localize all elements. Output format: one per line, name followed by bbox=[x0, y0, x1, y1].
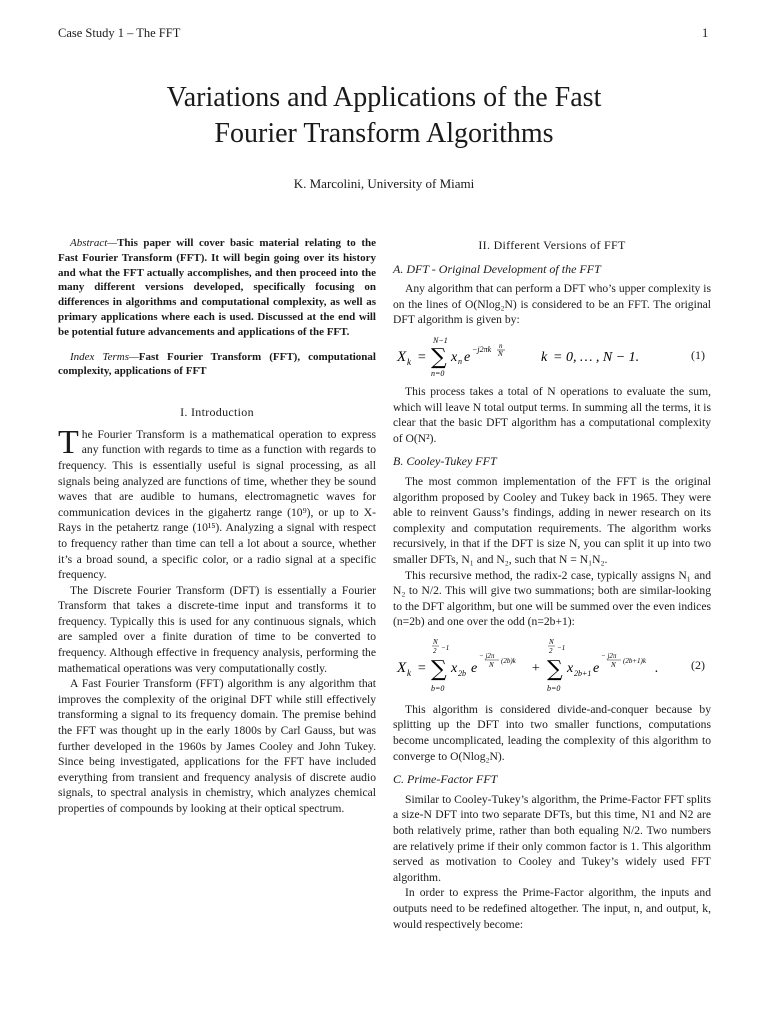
svg-text:∑: ∑ bbox=[431, 344, 447, 370]
svg-text:2b: 2b bbox=[458, 668, 466, 678]
svg-text:N: N bbox=[498, 349, 503, 358]
svg-text:2: 2 bbox=[433, 646, 437, 655]
svg-text:X: X bbox=[397, 659, 407, 676]
running-header: Case Study 1 – The FFT bbox=[58, 26, 181, 40]
svg-text:x: x bbox=[451, 660, 458, 676]
svg-text:−1: −1 bbox=[441, 643, 450, 652]
equation-1-graphic bbox=[393, 334, 693, 378]
svg-text:N: N bbox=[549, 637, 554, 646]
svg-text:e: e bbox=[464, 349, 471, 365]
svg-text:=: = bbox=[417, 349, 427, 365]
intro-paragraph-2: The Discrete Fourier Transform (DFT) is essentially a Fourier Transform that takes a discrete-time input and transforms it to frequency. Typically this is used for any continuous signals, which are sampled over a finite duration of time to be converted to frequency. Although effective in frequency analysis, performing the mathematical operations was very computationally costly. bbox=[58, 583, 376, 675]
svg-text:2b+1: 2b+1 bbox=[574, 668, 592, 678]
equation-2-number: (2) bbox=[691, 657, 705, 672]
paragraph-c-2: In order to express the Prime-Factor algorithm, the inputs and outputs need to be redefined altogether. The input, n, and output, k, would respectively become: bbox=[393, 886, 711, 931]
svg-text:−1: −1 bbox=[557, 643, 566, 652]
svg-text:n=0: n=0 bbox=[431, 368, 445, 378]
svg-text:x: x bbox=[567, 660, 574, 676]
svg-text:= 0, … , N − 1.: = 0, … , N − 1. bbox=[553, 349, 640, 365]
svg-text:N−1: N−1 bbox=[433, 335, 448, 345]
svg-text:2: 2 bbox=[549, 646, 553, 655]
equation-2 bbox=[393, 636, 711, 696]
abstract-body: This paper will cover basic material relating to the Fast Fourier Transform (FFT). It will begin going over its history and what the FFT actually accomplishes, and then proceed into the many different versions developed, specifically focusing on differences in algorithms and computational complexity, as well as primary applications where each is used. Discussed at the end will be potential future advancements and applications of the FFT. bbox=[58, 237, 376, 338]
svg-text:∑: ∑ bbox=[431, 656, 447, 682]
index-terms-lead: Index Terms— bbox=[70, 350, 139, 363]
paragraph-a-1: Any algorithm that can perform a DFT who’s upper complexity is on the lines of O(Nlog₂N) is considered to be an FFT. The original DFT algorithm is given by: bbox=[393, 282, 711, 327]
title-line-2: Fourier Transform Algorithms bbox=[214, 118, 554, 149]
equation-1-number: (1) bbox=[691, 347, 705, 362]
svg-text:N: N bbox=[433, 637, 438, 646]
svg-text:− j2π: − j2π bbox=[479, 651, 495, 660]
index-terms bbox=[58, 350, 376, 380]
abstract-lead: Abstract— bbox=[70, 237, 118, 249]
svg-text:(2b)k: (2b)k bbox=[501, 656, 516, 665]
left-column bbox=[58, 236, 376, 817]
svg-text:k: k bbox=[541, 349, 548, 365]
subsection-heading-c: C. Prime-Factor FFT bbox=[393, 772, 498, 787]
svg-text:∑: ∑ bbox=[547, 656, 563, 682]
svg-text:x: x bbox=[451, 349, 458, 365]
paragraph-a-2: This process takes a total of N operations to evaluate the sum, which will leave N total output terms. In summing all the terms, it is clear that the basic DFT algorithm has a computational complexity of O(N²). bbox=[393, 384, 711, 445]
svg-text:N: N bbox=[489, 660, 494, 669]
intro-paragraph-1-text: he Fourier Transform is a mathematical operation to express any function with regards to time as a function with regards to frequency. This is essentially useful is signal processing, as all signals being analyzed are functions of time, whether they be sound waves that are audible to humans, electromagnetic waves for communication devices in the gigahertz range (10⁹), or up to X-Rays in the petahertz range (10¹⁵). Analyzing a signal with respect to frequency rather than time can tell a lot about a source, whether it’s a broad sound, a specific color, or a radio signal at a specific frequency. bbox=[58, 427, 376, 582]
equation-1 bbox=[393, 334, 711, 378]
index-terms-body: Fast Fourier Transform (FFT), computational complexity, applications of FFT bbox=[58, 350, 376, 378]
svg-text:b=0: b=0 bbox=[431, 683, 445, 693]
svg-text:X: X bbox=[397, 348, 407, 365]
svg-text:e: e bbox=[471, 660, 478, 676]
paragraph-b-2: This recursive method, the radix-2 case, typically assigns N₁ and N₂ to N/2. This will give two summations; both are similar-looking to the DFT algorithm, but one will be summed over the even indices (n=2b) and one over the odd (n=2b+1): bbox=[393, 568, 711, 629]
subsection-heading-b: B. Cooley-Tukey FFT bbox=[393, 454, 497, 469]
paragraph-c-1: Similar to Cooley-Tukey’s algorithm, the Prime-Factor FFT splits a size-N DFT into two separate DFTs, but this time, N1 and N2 are both relatively prime, rather than both equaling N/2. Two numbers are relatively prime if their only common factor is 1. This algorithm served as motivation to Cooley and Tukey’s widely used FFT algorithm. bbox=[393, 792, 711, 884]
equation-2-graphic bbox=[393, 636, 693, 696]
svg-text:− j2π: − j2π bbox=[601, 651, 617, 660]
paper-title bbox=[0, 80, 768, 152]
svg-text:=: = bbox=[417, 660, 427, 676]
svg-text:b=0: b=0 bbox=[547, 683, 561, 693]
svg-text:(2b+1)k: (2b+1)k bbox=[623, 656, 646, 665]
svg-text:N: N bbox=[611, 660, 616, 669]
intro-paragraph-3: A Fast Fourier Transform (FFT) algorithm is any algorithm that improves the complexity of the original DFT while still effectively transforming a signal to its frequency domain. The premise behind the FFT was thought up in the early 1800s by Carl Gauss, but was further developed in the 1960s by James Cooley and John Tukey. Since being investigated, applications for the FFT have included everything from transient and frequency analysis of discrete audio signals, to spectral analysis in chemistry, which analyzes chemical properties of compounds by looking at their optical spectrum. bbox=[58, 677, 376, 816]
drop-cap: T bbox=[58, 423, 79, 461]
paragraph-b-3: This algorithm is considered divide-and-conquer because by splitting up the DFT into two smaller functions, computations become uncomplicated, leading the complexity of this algorithm to converge to O(Nlog₂N). bbox=[393, 702, 711, 763]
right-column bbox=[393, 238, 711, 932]
svg-text:n: n bbox=[458, 356, 462, 366]
author-line: K. Marcolini, University of Miami bbox=[293, 176, 475, 191]
paragraph-b-1: The most common implementation of the FFT is the original algorithm proposed by Cooley and Tukey back in 1965. They were able to reinvent Gauss’s findings, adding in newer research on its complexity and computation requirements. The algorithm works recursively, in that if the DFT is size N, you can split it up into two smaller DFTs, N₁ and N₂, such that N = N₁N₂. bbox=[393, 474, 711, 566]
page-number: 1 bbox=[702, 26, 709, 40]
svg-text:k: k bbox=[407, 667, 411, 678]
subsection-heading-a: A. DFT - Original Development of the FFT bbox=[393, 261, 601, 276]
title-line-1: Variations and Applications of the Fast bbox=[166, 82, 602, 113]
abstract bbox=[58, 236, 376, 340]
svg-text:n: n bbox=[499, 341, 503, 350]
svg-text:e: e bbox=[593, 660, 600, 676]
section-heading-versions: II. Different Versions of FFT bbox=[478, 238, 626, 252]
section-heading-introduction: I. Introduction bbox=[180, 405, 254, 420]
svg-text:−j2πk: −j2πk bbox=[472, 344, 492, 354]
svg-text:+: + bbox=[531, 660, 541, 676]
svg-text:k: k bbox=[407, 356, 411, 367]
svg-text:.: . bbox=[655, 660, 659, 676]
intro-paragraph-1 bbox=[58, 423, 376, 583]
